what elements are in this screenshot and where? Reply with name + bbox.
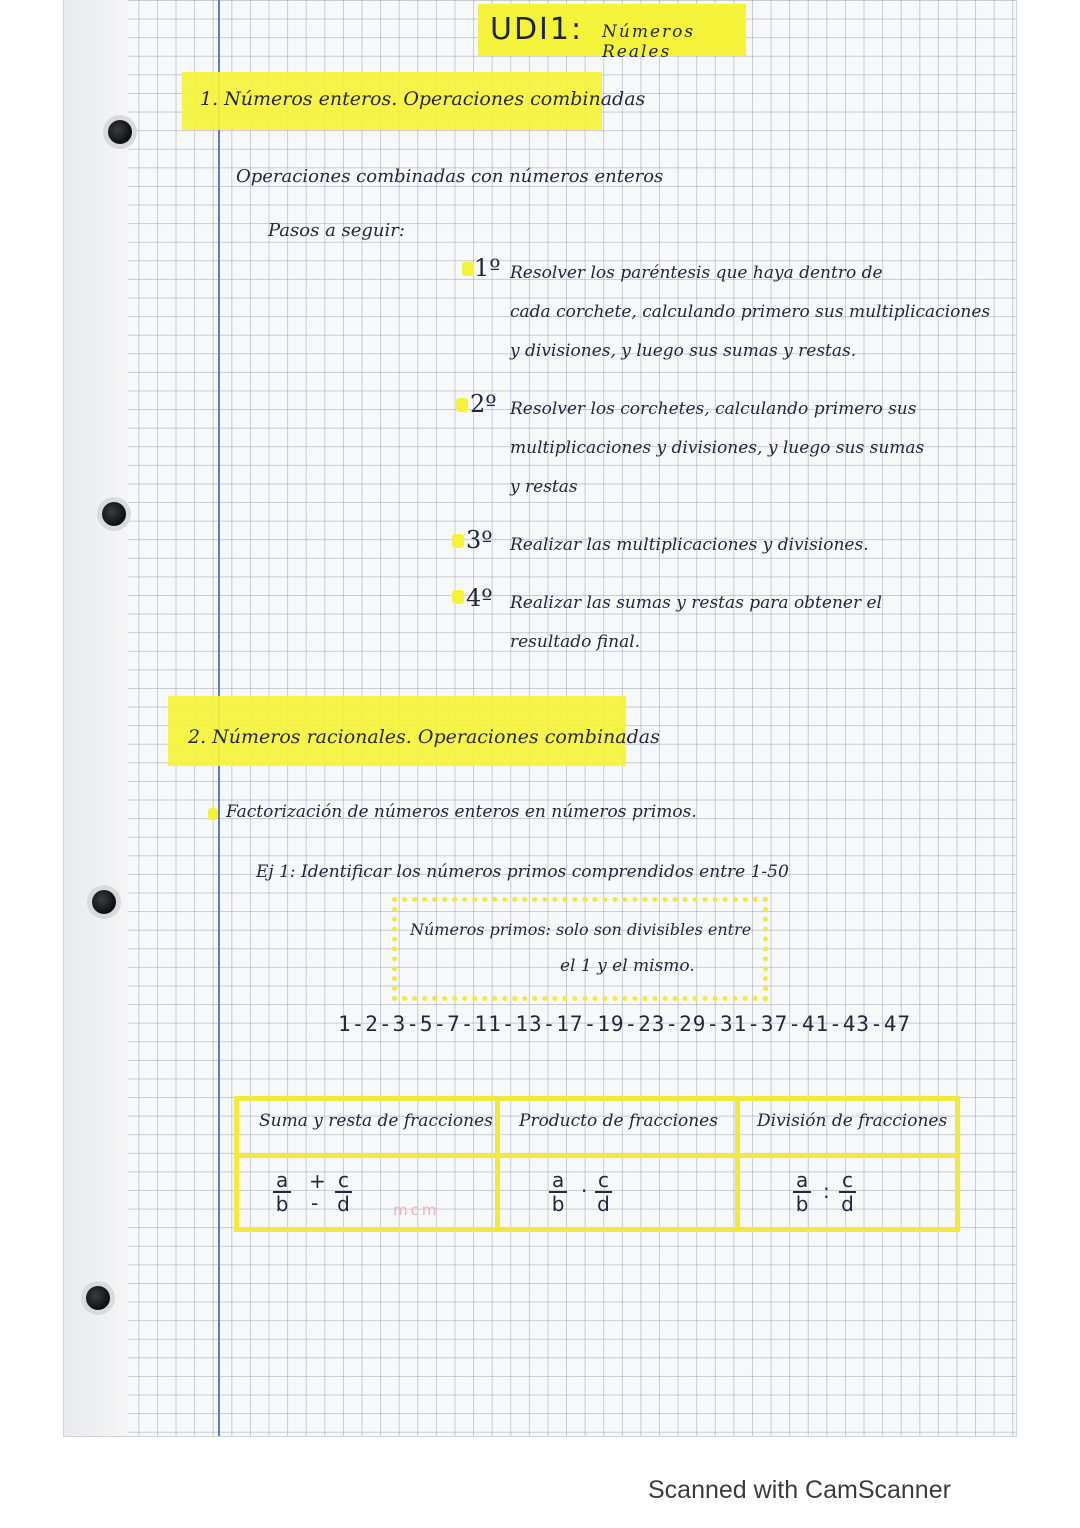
step-line: Resolver los paréntesis que haya dentro de — [510, 263, 883, 283]
page-title — [478, 4, 746, 62]
step-number: 1º — [474, 254, 501, 282]
step-line: Realizar las sumas y restas para obtener el — [510, 593, 882, 613]
section1-subheading: Operaciones combinadas con números enteros — [236, 166, 664, 187]
fraction-a-b — [273, 1169, 291, 1215]
step-highlight — [452, 590, 464, 604]
fraction-numerator: a — [273, 1169, 291, 1193]
division-operator: : — [823, 1179, 830, 1203]
primes-list: 1-2-3-5-7-11-13-17-19-23-29-31-37-41-43-47 — [338, 1012, 912, 1036]
scanner-watermark: Scanned with CamScanner — [648, 1476, 951, 1504]
table-header: Suma y resta de fracciones — [259, 1111, 493, 1131]
minus-operator: - — [311, 1191, 319, 1215]
fraction-c-d — [839, 1169, 856, 1215]
step-number: 2º — [470, 390, 497, 418]
page-left-strip — [64, 0, 128, 1436]
definition-line: Números primos: solo son divisibles entre — [410, 920, 752, 939]
fraction-numerator: c — [839, 1169, 856, 1193]
step-line: y restas — [510, 477, 578, 497]
fractions-table — [234, 1096, 960, 1232]
fraction-numerator: a — [793, 1169, 811, 1193]
step-text — [510, 390, 924, 507]
step-highlight — [456, 398, 468, 412]
section1-heading: 1. Números enteros. Operaciones combinadas — [200, 88, 646, 110]
step-line: multiplicaciones y divisiones, y luego sus sumas — [510, 438, 925, 458]
fraction-a-b — [793, 1169, 811, 1215]
fraction-numerator: c — [335, 1169, 352, 1193]
bullet-highlight — [208, 808, 218, 820]
binder-hole — [92, 890, 116, 914]
step-text — [510, 584, 882, 662]
table-header-divider — [239, 1153, 955, 1158]
fraction-denominator: b — [275, 1192, 289, 1216]
step-line: Resolver los corchetes, calculando primero sus — [510, 399, 917, 419]
fraction-numerator: a — [549, 1169, 567, 1193]
fraction-denominator: b — [795, 1192, 809, 1216]
fraction-denominator: d — [337, 1192, 350, 1216]
step-line: Realizar las multiplicaciones y divisiones. — [510, 535, 869, 555]
fraction-numerator: c — [595, 1169, 612, 1193]
step-highlight — [462, 262, 474, 276]
fraction-c-d — [335, 1169, 352, 1215]
fraction-a-b — [549, 1169, 567, 1215]
definition-line: el 1 y el mismo. — [560, 956, 695, 976]
binder-hole — [102, 502, 126, 526]
fraction-c-d — [595, 1169, 612, 1215]
step-number: 3º — [466, 526, 493, 554]
table-divider — [495, 1101, 500, 1227]
title-sub: Números Reales — [602, 22, 696, 62]
binder-hole — [108, 120, 132, 144]
step-text — [510, 254, 990, 371]
table-header: Producto de fracciones — [519, 1111, 718, 1131]
product-operator: · — [581, 1179, 588, 1203]
section2-heading: 2. Números racionales. Operaciones combinadas — [188, 726, 660, 748]
step-number: 4º — [466, 584, 493, 612]
step-line: y divisiones, y luego sus sumas y restas. — [510, 341, 857, 361]
binder-hole — [86, 1286, 110, 1310]
fraction-denominator: d — [841, 1192, 854, 1216]
table-header: División de fracciones — [757, 1111, 948, 1131]
step-line: resultado final. — [510, 632, 641, 652]
fraction-denominator: b — [551, 1192, 565, 1216]
example-text: Ej 1: Identificar los números primos comprendidos entre 1-50 — [256, 862, 789, 882]
fraction-denominator: d — [597, 1192, 610, 1216]
definition-box — [392, 897, 768, 1001]
step-highlight — [452, 534, 464, 548]
steps-label: Pasos a seguir: — [268, 220, 405, 241]
table-divider — [735, 1101, 740, 1227]
title-main: UDI1: — [490, 12, 584, 47]
mcm-note: mcm — [393, 1201, 440, 1219]
plus-operator: + — [309, 1169, 326, 1193]
step-line: cada corchete, calculando primero sus multiplicaciones — [510, 302, 991, 322]
bullet-text: Factorización de números enteros en números primos. — [226, 802, 697, 822]
step-text — [510, 526, 869, 565]
